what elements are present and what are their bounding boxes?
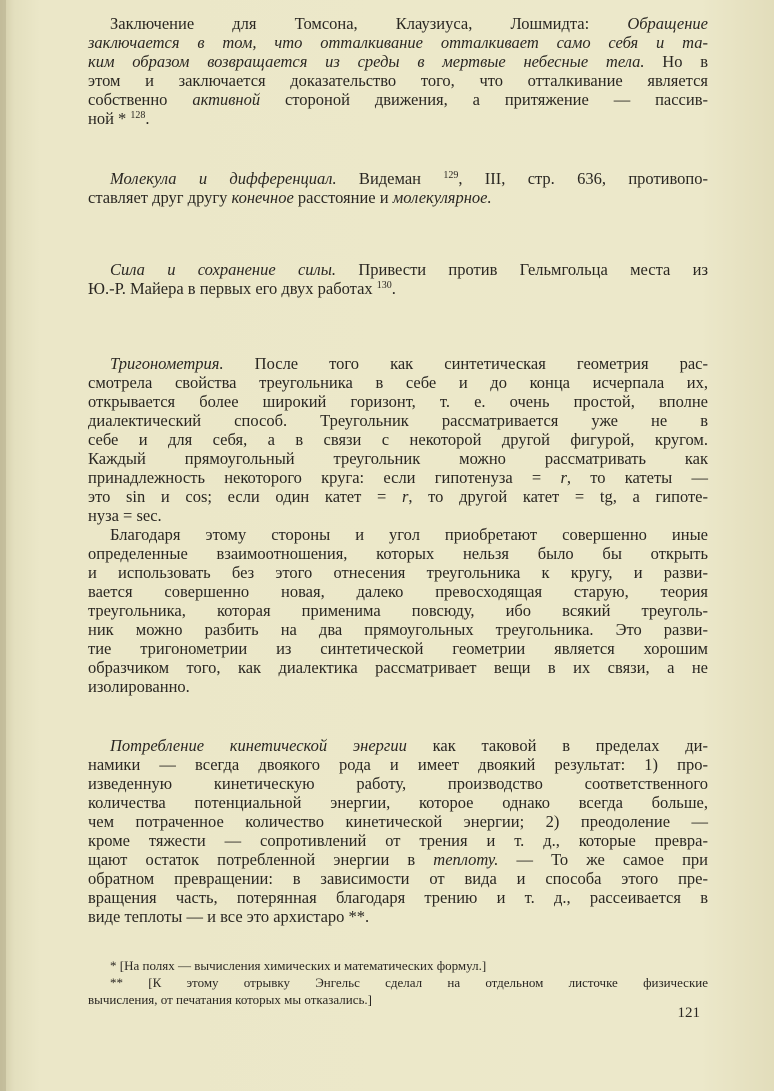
- text-line: [88, 957, 708, 974]
- text-segment: Каждый прямоугольный треугольник можно рассматривать как: [88, 449, 708, 468]
- text-line: [88, 888, 708, 907]
- text-segment: Привести против Гельмгольца места из: [336, 260, 708, 279]
- page-number: 121: [677, 1005, 700, 1021]
- text-line: [88, 601, 708, 620]
- text-line: [88, 563, 708, 582]
- text-segment: * [На полях — вычисления химических и математических формул.]: [110, 958, 487, 973]
- text-line: [88, 850, 708, 869]
- text-segment: смотрела свойства треугольника в себе и до конца исчерпала их,: [88, 373, 708, 392]
- text-segment: виде теплоты — и все это архистаро **.: [88, 907, 370, 926]
- text-line: [88, 468, 708, 487]
- text-segment: это sin и cos; если один катет =: [88, 487, 402, 506]
- text-segment: , III, стр. 636, противопо-: [458, 169, 708, 188]
- text-segment: , то другой катет = tg, а гипоте-: [408, 487, 709, 506]
- text-segment: принадлежность некоторого круга: если гипотенуза =: [88, 468, 561, 487]
- footnote-reference: 130: [376, 280, 392, 291]
- text-line: [88, 279, 708, 298]
- text-line: [88, 736, 708, 755]
- text-line: [88, 430, 708, 449]
- text-line: [88, 974, 708, 991]
- italic-text: активной: [192, 90, 261, 109]
- text-line: [88, 582, 708, 601]
- text-segment: диалектический способ. Треугольник рассматривается уже не в: [88, 411, 708, 430]
- text-segment: ставляет друг другу: [88, 188, 232, 207]
- text-segment: нуза = sec.: [88, 506, 162, 525]
- footnote-reference: 128: [130, 110, 146, 121]
- italic-text: Обращение: [627, 14, 708, 33]
- italic-text: конечное: [231, 188, 294, 207]
- text-line: [88, 411, 708, 430]
- italic-text: Сила и сохранение силы.: [110, 260, 337, 279]
- text-line: [88, 907, 708, 926]
- paragraph-kinetic-energy: [88, 736, 708, 926]
- text-segment: как таковой в пределах ди-: [406, 736, 708, 755]
- text-segment: Но в: [644, 52, 708, 71]
- text-segment: кроме тяжести — сопротивлений от трения и т. д., которые превра-: [88, 831, 708, 850]
- text-line: [88, 755, 708, 774]
- text-line: [88, 677, 708, 696]
- text-segment: ник можно разбить на два прямоугольных треугольника. Это разви-: [88, 620, 708, 639]
- italic-text: r: [560, 468, 567, 487]
- page-edge-shadow: [0, 0, 6, 1091]
- text-segment: ной *: [88, 109, 131, 128]
- text-line: [88, 639, 708, 658]
- italic-text: Молекула и дифференциал.: [110, 169, 337, 188]
- text-segment: — То же самое при: [498, 850, 708, 869]
- text-segment: и использовать без этого отнесения треугольника к кругу, и разви-: [88, 563, 708, 582]
- text-segment: себе и для себя, а в связи с некоторой другой фигурой, кругом.: [88, 430, 708, 449]
- text-segment: Ю.-Р. Майера в первых его двух работах: [88, 279, 377, 298]
- paragraph-thomson: [88, 14, 708, 128]
- text-segment: открывается более широкий горизонт, т. е. очень простой, вполне: [88, 392, 708, 411]
- text-segment: Видеман: [336, 169, 444, 188]
- italic-text: теплоту.: [433, 850, 499, 869]
- text-segment: ** [К этому отрывку Энгельс сделал на отдельном листочке физические: [110, 975, 708, 990]
- text-line: [88, 169, 708, 188]
- italic-text: Потребление кинетической энергии: [110, 736, 407, 755]
- text-line: [88, 260, 708, 279]
- text-segment: вычисления, от печатания которых мы отказались.]: [88, 992, 373, 1007]
- text-line: [88, 774, 708, 793]
- italic-text: ким образом возвращается из среды в мертвые небесные тела.: [88, 52, 645, 71]
- text-segment: стороной движения, а притяжение — пассив-: [260, 90, 708, 109]
- text-line: [88, 33, 708, 52]
- text-segment: обратном превращении: в зависимости от вида и способа этого пре-: [88, 869, 708, 888]
- text-segment: образчиком того, как диалектика рассматривает вещи в их связи, а не: [88, 658, 708, 677]
- italic-text: заключается в том, что отталкивание отталкивает само себя и та-: [88, 33, 708, 52]
- italic-text: Тригонометрия.: [110, 354, 224, 373]
- text-segment: щают остаток потребленной энергии в: [88, 850, 434, 869]
- italic-text: r: [401, 487, 409, 506]
- text-line: [88, 449, 708, 468]
- text-line: [88, 392, 708, 411]
- text-segment: количества потенциальной энергии, которое однако всегда больше,: [88, 793, 708, 812]
- paragraph-molecule: [88, 169, 708, 207]
- text-segment: , то катеты —: [566, 468, 708, 487]
- text-segment: вается совершенно новая, далеко превосходящая старую, теория: [88, 582, 708, 601]
- text-line: [88, 71, 708, 90]
- text-line: [88, 831, 708, 850]
- text-line: [88, 188, 708, 207]
- text-segment: этом и заключается доказательство того, что отталкивание является: [88, 71, 708, 90]
- text-line: [88, 812, 708, 831]
- text-line: [88, 620, 708, 639]
- text-segment: Благодаря этому стороны и угол приобретают совершенно иные: [110, 525, 708, 544]
- paragraph-trigonometry-continued: [88, 525, 708, 696]
- text-line: [88, 373, 708, 392]
- footnote-reference: 129: [443, 170, 459, 181]
- text-line: [88, 109, 708, 128]
- text-segment: После того как синтетическая геометрия рас-: [223, 354, 708, 373]
- text-segment: треугольника, которая применима повсюду, ибо всякий треуголь-: [88, 601, 708, 620]
- text-line: [88, 793, 708, 812]
- text-line: [88, 991, 708, 1008]
- text-segment: Заключение для Томсона, Клаузиуса, Лошмидта:: [110, 14, 628, 33]
- paragraph-force: [88, 260, 708, 298]
- text-line: [88, 544, 708, 563]
- text-segment: чем потраченное количество кинетической энергии; 2) преодоление —: [88, 812, 708, 831]
- text-segment: .: [391, 279, 396, 298]
- text-segment: .: [145, 109, 150, 128]
- text-segment: изолированно.: [88, 677, 190, 696]
- text-line: [88, 658, 708, 677]
- footnote-1: [88, 957, 708, 974]
- footnote-2: [88, 974, 708, 1008]
- text-segment: расстояние и: [293, 188, 393, 207]
- paragraph-trigonometry: [88, 354, 708, 525]
- text-segment: тие тригонометрии из синтетической геометрии является хорошим: [88, 639, 708, 658]
- text-line: [88, 90, 708, 109]
- text-segment: намики — всегда двоякого рода и имеет двоякий результат: 1) про-: [88, 755, 708, 774]
- italic-text: молекулярное.: [392, 188, 492, 207]
- text-line: [88, 506, 708, 525]
- text-line: [88, 14, 708, 33]
- text-line: [88, 525, 708, 544]
- text-segment: изведенную кинетическую работу, производство соответственного: [88, 774, 708, 793]
- text-segment: вращения часть, потерянная благодаря трению и т. д., рассеивается в: [88, 888, 708, 907]
- text-line: [88, 869, 708, 888]
- text-segment: определенные взаимоотношения, которых нельзя было бы открыть: [88, 544, 708, 563]
- text-line: [88, 354, 708, 373]
- text-line: [88, 52, 708, 71]
- text-line: [88, 487, 708, 506]
- text-segment: собственно: [88, 90, 193, 109]
